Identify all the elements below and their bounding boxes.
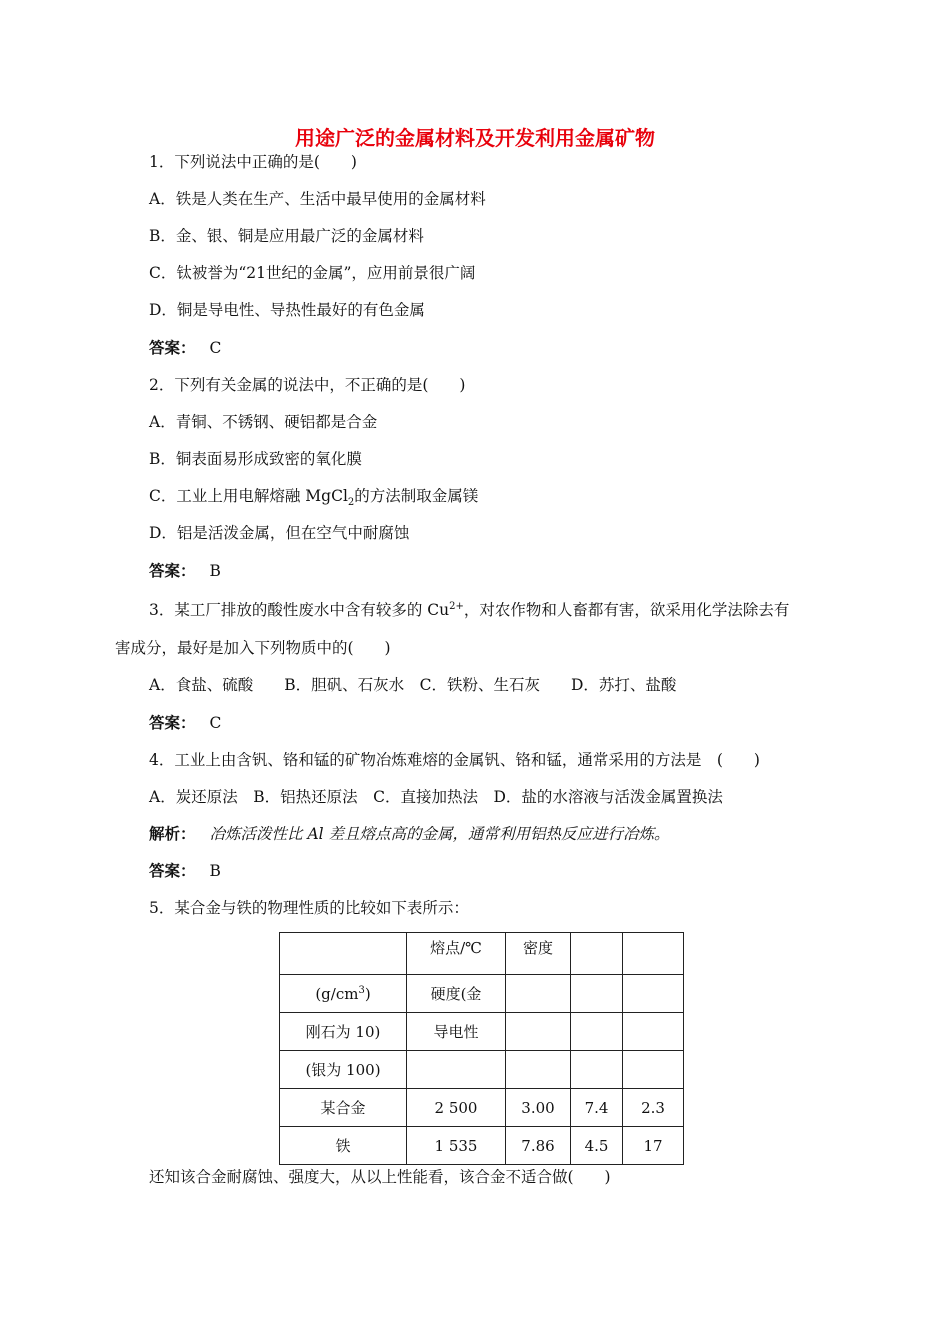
q2-stem: 2．下列有关金属的说法中，不正确的是( ) — [149, 376, 466, 394]
table-cell — [506, 975, 571, 1013]
answer-label: 答案： — [149, 338, 196, 357]
explanation-text: 冶炼活泼性比 Al 差且熔点高的金属，通常利用铝热反应进行冶炼。 — [209, 825, 670, 843]
q3-stem — [149, 597, 789, 620]
table-cell: 17 — [623, 1127, 684, 1165]
table-cell: 刚石为 10) — [280, 1013, 407, 1051]
explanation-label: 解析： — [149, 824, 196, 843]
table-cell — [571, 933, 623, 975]
q1-option-a: A．铁是人类在生产、生活中最早使用的金属材料 — [149, 190, 486, 208]
table-cell — [623, 933, 684, 975]
table-cell: 2.3 — [623, 1089, 684, 1127]
q1-option-d: D．铜是导电性、导热性最好的有色金属 — [149, 301, 425, 319]
table-cell: 4.5 — [571, 1127, 623, 1165]
q3-stem-line2: 害成分，最好是加入下列物质中的( ) — [115, 639, 391, 657]
q1-option-b: B．金、银、铜是应用最广泛的金属材料 — [149, 227, 424, 245]
q2-option-c-text-end: 的方法制取金属镁 — [354, 487, 479, 505]
answer-label: 答案： — [149, 561, 196, 580]
table-cell — [571, 1051, 623, 1089]
answer-label: 答案： — [149, 861, 196, 880]
unit-text-end: ) — [364, 984, 371, 1003]
q4-answer — [149, 861, 221, 881]
answer-label: 答案： — [149, 713, 196, 732]
q4-stem: 4．工业上由含钒、铬和锰的矿物冶炼难熔的金属钒、铬和锰，通常采用的方法是 ( ) — [149, 751, 760, 769]
q1-option-c: C．钛被誉为“21世纪的金属”，应用前景很广阔 — [149, 264, 476, 282]
q3-answer — [149, 713, 221, 733]
table-cell: 熔点/℃ — [407, 933, 506, 975]
q4-explanation — [149, 824, 670, 844]
table-row — [280, 975, 684, 1013]
q3-stem-text: 3．某工厂排放的酸性废水中含有较多的 Cu — [149, 601, 450, 620]
table-row — [280, 933, 684, 975]
unit-text: (g/cm — [315, 984, 359, 1003]
answer-value: C — [209, 339, 222, 357]
answer-value: C — [209, 714, 222, 732]
table-cell — [280, 933, 407, 975]
q2-option-b: B．铜表面易形成致密的氧化膜 — [149, 450, 362, 468]
q1-stem: 1．下列说法中正确的是( ) — [149, 153, 357, 171]
answer-value: B — [209, 862, 221, 880]
q5-followup: 还知该合金耐腐蚀、强度大，从以上性能看，该合金不适合做( ) — [149, 1168, 611, 1186]
table-cell: 硬度(金 — [407, 975, 506, 1013]
q3-options: A．食盐、硫酸 B．胆矾、石灰水 C．铁粉、生石灰 D．苏打、盐酸 — [149, 676, 677, 694]
q5-stem: 5．某合金与铁的物理性质的比较如下表所示： — [149, 899, 469, 917]
properties-table — [279, 932, 684, 1165]
q1-answer — [149, 338, 221, 358]
table-cell — [506, 1051, 571, 1089]
q4-options: A．炭还原法 B．铝热还原法 C．直接加热法 D．盐的水溶液与活泼金属置换法 — [149, 788, 723, 806]
table-row — [280, 1051, 684, 1089]
table-cell: 密度 — [506, 933, 571, 975]
table-cell — [623, 1051, 684, 1089]
table-cell — [571, 1013, 623, 1051]
table-cell — [506, 1013, 571, 1051]
table-cell: 铁 — [280, 1127, 407, 1165]
q2-option-d: D．铝是活泼金属，但在空气中耐腐蚀 — [149, 524, 410, 542]
answer-value: B — [209, 562, 221, 580]
q2-answer — [149, 561, 221, 581]
document-title: 用途广泛的金属材料及开发利用金属矿物 — [295, 126, 655, 150]
table-cell — [280, 975, 407, 1013]
table-row — [280, 1089, 684, 1127]
table-cell: (银为 100) — [280, 1051, 407, 1089]
table-cell — [407, 1051, 506, 1089]
q2-option-c — [149, 486, 478, 513]
table-row — [280, 1127, 684, 1165]
table-cell: 导电性 — [407, 1013, 506, 1051]
table-cell — [571, 975, 623, 1013]
table-cell: 7.4 — [571, 1089, 623, 1127]
table-cell: 某合金 — [280, 1089, 407, 1127]
q2-option-c-text: C．工业上用电解熔融 MgCl — [149, 487, 348, 505]
table-cell — [623, 1013, 684, 1051]
table-cell: 2 500 — [407, 1089, 506, 1127]
table-row — [280, 1013, 684, 1051]
q3-stem-text-end: ，对农作物和人畜都有害，欲采用化学法除去有 — [463, 601, 790, 620]
table-cell — [623, 975, 684, 1013]
q2-option-a: A．青铜、不锈钢、硬铝都是合金 — [149, 413, 378, 431]
subscript: 2 — [347, 497, 355, 509]
table-cell: 7.86 — [506, 1127, 571, 1165]
table-cell: 3.00 — [506, 1089, 571, 1127]
table-cell: 1 535 — [407, 1127, 506, 1165]
superscript: 3 — [358, 984, 365, 996]
superscript: 2+ — [449, 601, 464, 612]
